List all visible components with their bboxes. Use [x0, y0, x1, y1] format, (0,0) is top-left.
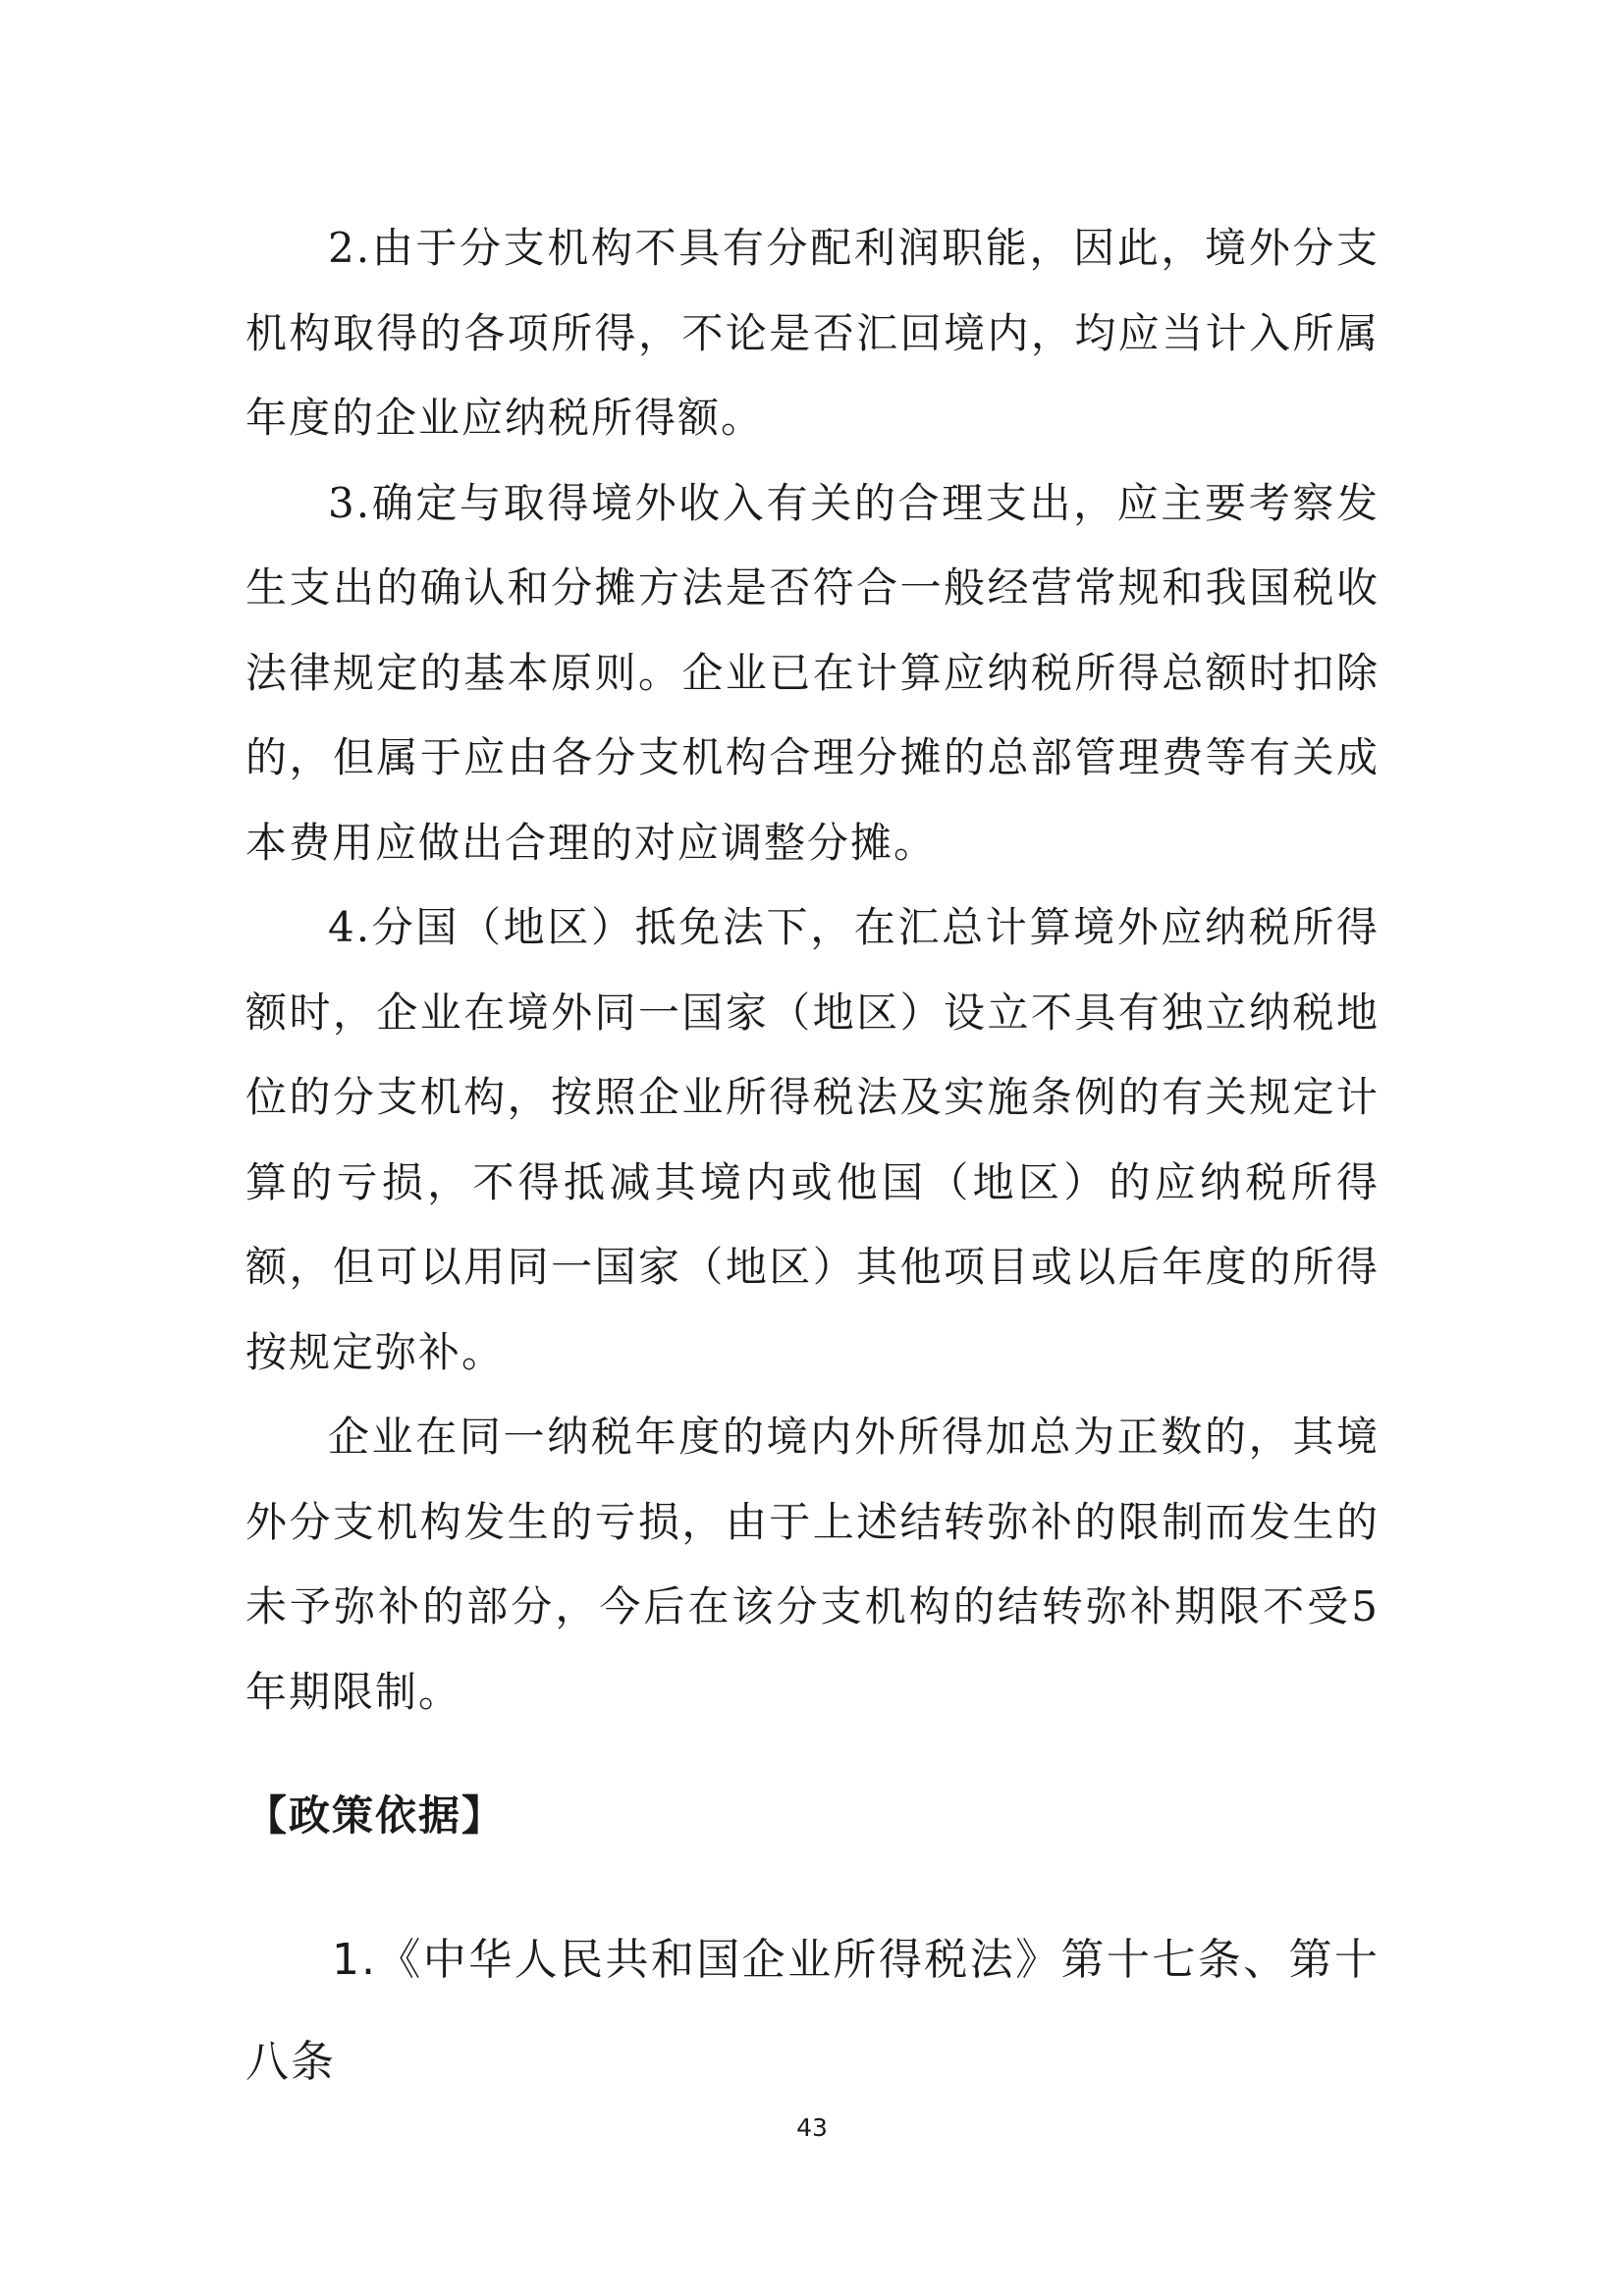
body-text — [245, 206, 1380, 1735]
paragraph-item-3: 3.确定与取得境外收入有关的合理支出，应主要考察发生支出的确认和分摊方法是否符合一般经营常规和我国税收法律规定的基本原则。企业已在计算应纳税所得总额时扣除的，但属于应由各分支机构合理分摊的总部管理费等有关成本费用应做出合理的对应调整分摊。 — [245, 478, 1380, 867]
section-heading-policy-basis: 【政策依据】 — [245, 1791, 506, 1840]
policy-basis-item-1: 1.《中华人民共和国企业所得税法》第十七条、第十八条 — [245, 1935, 1380, 2087]
page-number: 43 — [796, 2113, 828, 2142]
paragraph-loss-carryforward: 企业在同一纳税年度的境内外所得加总为正数的，其境外分支机构发生的亏损，由于上述结转弥补的限制而发生的未予弥补的部分，今后在该分支机构的结转弥补期限不受5年期限制。 — [245, 1413, 1380, 1716]
paragraph-item-4: 4.分国（地区）抵免法下，在汇总计算境外应纳税所得额时，企业在境外同一国家（地区）设立不具有独立纳税地位的分支机构，按照企业所得税法及实施条例的有关规定计算的亏损，不得抵减其境内或他国（地区）的应纳税所得额，但可以用同一国家（地区）其他项目或以后年度的所得按规定弥补。 — [245, 903, 1380, 1376]
paragraph-item-2: 2.由于分支机构不具有分配利润职能，因此，境外分支机构取得的各项所得，不论是否汇回境内，均应当计入所属年度的企业应纳税所得额。 — [245, 224, 1380, 442]
